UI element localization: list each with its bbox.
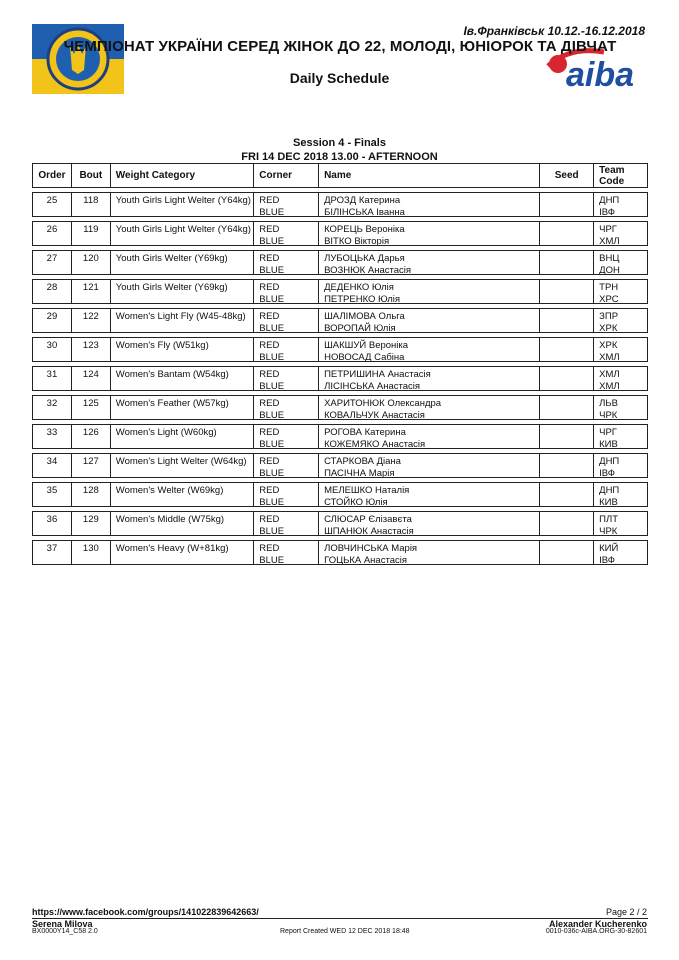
- corner-blue: BLUE: [259, 380, 285, 390]
- team-red: ДНП: [599, 485, 620, 496]
- corner-blue: BLUE: [259, 293, 285, 303]
- corner-cell: [254, 280, 319, 303]
- boxer-blue-name: СТОЙКО Юлія: [324, 496, 388, 506]
- team-code-cell: [594, 541, 647, 564]
- team-red: ДНП: [599, 195, 620, 206]
- session-heading: [0, 136, 679, 164]
- team-blue: ІВФ: [599, 554, 616, 564]
- weight-category-cell: Youth Girls Light Welter (Y64kg): [111, 193, 255, 216]
- corner-red: RED: [259, 485, 280, 496]
- boxer-blue-name: ПЕТРЕНКО Юлія: [324, 293, 401, 303]
- corner-red: RED: [259, 456, 280, 467]
- corner-cell: [254, 454, 319, 477]
- weight-category-cell: Women's Welter (W69kg): [111, 483, 255, 506]
- schedule-table: [32, 163, 648, 565]
- seed-cell: [540, 396, 594, 419]
- team-red: ЧРГ: [599, 224, 617, 235]
- corner-cell: [254, 367, 319, 390]
- weight-category-cell: Youth Girls Welter (Y69kg): [111, 280, 255, 303]
- boxer-red-name: ПЕТРИШИНА Анастасія: [324, 369, 431, 380]
- team-red: ПЛТ: [599, 514, 619, 525]
- boxer-red-name: СТАРКОВА Діана: [324, 456, 401, 467]
- table-row: [32, 366, 648, 391]
- footer-left-code: BX0000Y14_C58 2.0: [32, 928, 98, 935]
- corner-cell: [254, 396, 319, 419]
- weight-category-cell: Women's Middle (W75kg): [111, 512, 255, 535]
- championship-title: ЧЕМПІОНАТ УКРАЇНИ СЕРЕД ЖІНОК ДО 22, МОЛОДІ, ЮНІОРОК ТА ДІВЧАТ: [63, 38, 617, 55]
- name-cell: [319, 193, 540, 216]
- boxer-red-name: ШАКШУЙ Вероніка: [324, 340, 409, 351]
- corner-cell: [254, 309, 319, 332]
- corner-blue: BLUE: [259, 525, 285, 535]
- table-row: [32, 482, 648, 507]
- team-blue: ІВФ: [599, 467, 616, 477]
- corner-cell: [254, 541, 319, 564]
- team-blue: ІВФ: [599, 206, 616, 216]
- order-cell: 34: [33, 454, 72, 477]
- corner-red: RED: [259, 369, 280, 380]
- table-row: [32, 453, 648, 478]
- bout-cell: 120: [72, 251, 111, 274]
- bout-cell: 122: [72, 309, 111, 332]
- footer-right-name: Alexander Kucherenko: [548, 919, 647, 929]
- corner-red: RED: [259, 195, 280, 206]
- name-cell: [319, 454, 540, 477]
- weight-category-cell: Women's Light Fly (W45-48kg): [111, 309, 255, 332]
- table-row: [32, 540, 648, 565]
- boxer-red-name: ЛОВЧИНСЬКА Марія: [324, 543, 418, 554]
- svg-text:aiba: aiba: [566, 56, 635, 92]
- corner-red: RED: [259, 543, 280, 554]
- team-blue: КИВ: [599, 438, 618, 448]
- name-cell: [319, 425, 540, 448]
- team-blue: ХМЛ: [599, 351, 620, 361]
- bout-cell: 121: [72, 280, 111, 303]
- seed-cell: [540, 280, 594, 303]
- seed-cell: [540, 222, 594, 245]
- table-row: [32, 279, 648, 304]
- table-row: [32, 221, 648, 246]
- corner-red: RED: [259, 224, 280, 235]
- order-cell: 28: [33, 280, 72, 303]
- corner-blue: BLUE: [259, 351, 285, 361]
- weight-category-cell: Youth Girls Welter (Y69kg): [111, 251, 255, 274]
- bout-cell: 124: [72, 367, 111, 390]
- corner-cell: [254, 483, 319, 506]
- corner-blue: BLUE: [259, 409, 285, 419]
- col-weight-category: Weight Category: [111, 164, 255, 187]
- team-blue: ХРС: [599, 293, 619, 303]
- corner-blue: BLUE: [259, 438, 285, 448]
- corner-cell: [254, 425, 319, 448]
- boxer-blue-name: ГОЦЬКА Анастасія: [324, 554, 407, 564]
- team-code-cell: [594, 309, 647, 332]
- col-order: Order: [33, 164, 72, 187]
- team-code-cell: [594, 483, 647, 506]
- seed-cell: [540, 193, 594, 216]
- boxer-red-name: ДЕДЕНКО Юлія: [324, 282, 394, 293]
- team-code-cell: [594, 425, 647, 448]
- table-header: [32, 163, 648, 188]
- team-code-cell: [594, 251, 647, 274]
- corner-blue: BLUE: [259, 496, 285, 506]
- weight-category-cell: Women's Fly (W51kg): [111, 338, 255, 361]
- name-cell: [319, 367, 540, 390]
- team-red: ХМЛ: [599, 369, 620, 380]
- seed-cell: [540, 251, 594, 274]
- boxer-red-name: РОГОВА Катерина: [324, 427, 406, 438]
- table-row: [32, 337, 648, 362]
- document-title: Daily Schedule: [289, 70, 390, 86]
- team-code-cell: [594, 367, 647, 390]
- boxer-red-name: КОРЕЦЬ Вероніка: [324, 224, 405, 235]
- corner-red: RED: [259, 253, 280, 264]
- team-blue: ДОН: [599, 264, 620, 274]
- team-red: ЗПР: [599, 311, 619, 322]
- team-red: ЛЬВ: [599, 398, 618, 409]
- bout-cell: 126: [72, 425, 111, 448]
- order-cell: 35: [33, 483, 72, 506]
- seed-cell: [540, 541, 594, 564]
- seed-cell: [540, 367, 594, 390]
- boxer-red-name: ДРОЗД Катерина: [324, 195, 401, 206]
- order-cell: 31: [33, 367, 72, 390]
- name-cell: [319, 483, 540, 506]
- corner-blue: BLUE: [259, 467, 285, 477]
- boxer-blue-name: ВОЗНЮК Анастасія: [324, 264, 412, 274]
- corner-blue: BLUE: [259, 554, 285, 564]
- corner-red: RED: [259, 514, 280, 525]
- order-cell: 27: [33, 251, 72, 274]
- page-number: Page 2 / 2: [605, 907, 647, 917]
- bout-cell: 129: [72, 512, 111, 535]
- seed-cell: [540, 454, 594, 477]
- corner-cell: [254, 222, 319, 245]
- seed-cell: [540, 512, 594, 535]
- boxer-blue-name: ВІТКО Вікторія: [324, 235, 390, 245]
- corner-red: RED: [259, 340, 280, 351]
- seed-cell: [540, 338, 594, 361]
- corner-blue: BLUE: [259, 206, 285, 216]
- weight-category-cell: Women's Feather (W57kg): [111, 396, 255, 419]
- weight-category-cell: Women's Heavy (W+81kg): [111, 541, 255, 564]
- footer-url: https://www.facebook.com/groups/141022839642663/: [32, 907, 259, 917]
- team-code-cell: [594, 512, 647, 535]
- boxer-red-name: ЛУБОЦЬКА Дарья: [324, 253, 405, 264]
- venue-dates: Ів.Франківськ 10.12.-16.12.2018: [463, 24, 645, 38]
- corner-cell: [254, 338, 319, 361]
- boxer-blue-name: ВОРОПАЙ Юлія: [324, 322, 396, 332]
- team-red: ТРН: [599, 282, 619, 293]
- boxer-red-name: СЛЮСАР Єлізавєта: [324, 514, 412, 525]
- table-row: [32, 308, 648, 333]
- order-cell: 32: [33, 396, 72, 419]
- boxer-red-name: ХАРИТОНЮК Олександра: [324, 398, 442, 409]
- name-cell: [319, 309, 540, 332]
- corner-blue: BLUE: [259, 235, 285, 245]
- bout-cell: 128: [72, 483, 111, 506]
- corner-cell: [254, 193, 319, 216]
- name-cell: [319, 280, 540, 303]
- team-code-cell: [594, 222, 647, 245]
- weight-category-cell: Women's Bantam (W54kg): [111, 367, 255, 390]
- name-cell: [319, 512, 540, 535]
- team-code-cell: [594, 396, 647, 419]
- boxer-blue-name: БІЛІНСЬКА Іванна: [324, 206, 405, 216]
- corner-red: RED: [259, 427, 280, 438]
- seed-cell: [540, 425, 594, 448]
- col-name: Name: [319, 164, 540, 187]
- order-cell: 36: [33, 512, 72, 535]
- order-cell: 25: [33, 193, 72, 216]
- table-row: [32, 511, 648, 536]
- order-cell: 26: [33, 222, 72, 245]
- name-cell: [319, 251, 540, 274]
- boxer-red-name: МЕЛЕШКО Наталія: [324, 485, 410, 496]
- boxer-blue-name: НОВОСАД Сабіна: [324, 351, 405, 361]
- corner-red: RED: [259, 282, 280, 293]
- corner-red: RED: [259, 398, 280, 409]
- team-blue: ХМЛ: [599, 380, 620, 390]
- boxer-blue-name: ШПАНЮК Анастасія: [324, 525, 414, 535]
- bout-cell: 123: [72, 338, 111, 361]
- team-code-cell: [594, 193, 647, 216]
- corner-blue: BLUE: [259, 264, 285, 274]
- session-name: Session 4 - Finals: [293, 137, 386, 149]
- team-red: ЧРГ: [599, 427, 617, 438]
- col-seed: Seed: [540, 164, 594, 187]
- order-cell: 30: [33, 338, 72, 361]
- seed-cell: [540, 309, 594, 332]
- footer-right-code: 0010-036c-AIBA.ORG-30-82601: [545, 928, 647, 935]
- table-row: [32, 250, 648, 275]
- team-red: ВНЦ: [599, 253, 620, 264]
- corner-blue: BLUE: [259, 322, 285, 332]
- table-row: [32, 192, 648, 217]
- team-blue: КИВ: [599, 496, 618, 506]
- team-blue: ЧРК: [599, 409, 618, 419]
- seed-cell: [540, 483, 594, 506]
- col-corner: Corner: [254, 164, 319, 187]
- bout-cell: 118: [72, 193, 111, 216]
- order-cell: 37: [33, 541, 72, 564]
- bout-cell: 127: [72, 454, 111, 477]
- col-team-code: Team Code: [599, 164, 625, 187]
- boxer-red-name: ШАЛІМОВА Ольга: [324, 311, 405, 322]
- order-cell: 33: [33, 425, 72, 448]
- team-blue: ЧРК: [599, 525, 618, 535]
- corner-cell: [254, 512, 319, 535]
- bout-cell: 119: [72, 222, 111, 245]
- team-code-cell: [594, 280, 647, 303]
- weight-category-cell: Women's Light (W60kg): [111, 425, 255, 448]
- team-blue: ХМЛ: [599, 235, 620, 245]
- bout-cell: 130: [72, 541, 111, 564]
- session-datetime: FRI 14 DEC 2018 13.00 - AFTERNOON: [241, 151, 438, 163]
- boxer-blue-name: КОЖЕМЯКО Анастасія: [324, 438, 426, 448]
- table-row: [32, 424, 648, 449]
- col-bout: Bout: [72, 164, 111, 187]
- name-cell: [319, 222, 540, 245]
- team-code-cell: [594, 338, 647, 361]
- weight-category-cell: Women's Light Welter (W64kg): [111, 454, 255, 477]
- bout-cell: 125: [72, 396, 111, 419]
- boxer-blue-name: КОВАЛЬЧУК Анастасія: [324, 409, 425, 419]
- team-blue: ХРК: [599, 322, 618, 332]
- name-cell: [319, 396, 540, 419]
- name-cell: [319, 338, 540, 361]
- table-row: [32, 395, 648, 420]
- weight-category-cell: Youth Girls Light Welter (Y64kg): [111, 222, 255, 245]
- corner-cell: [254, 251, 319, 274]
- name-cell: [319, 541, 540, 564]
- order-cell: 29: [33, 309, 72, 332]
- boxer-blue-name: ЛІСІНСЬКА Анастасія: [324, 380, 421, 390]
- footer-left-name: Serena Milova: [32, 919, 93, 929]
- corner-red: RED: [259, 311, 280, 322]
- report-created: Report Created WED 12 DEC 2018 18:48: [280, 928, 410, 935]
- team-red: КИЙ: [599, 543, 619, 554]
- team-red: ДНП: [599, 456, 620, 467]
- boxer-blue-name: ПАСІЧНА Марія: [324, 467, 395, 477]
- team-code-cell: [594, 454, 647, 477]
- team-red: ХРК: [599, 340, 618, 351]
